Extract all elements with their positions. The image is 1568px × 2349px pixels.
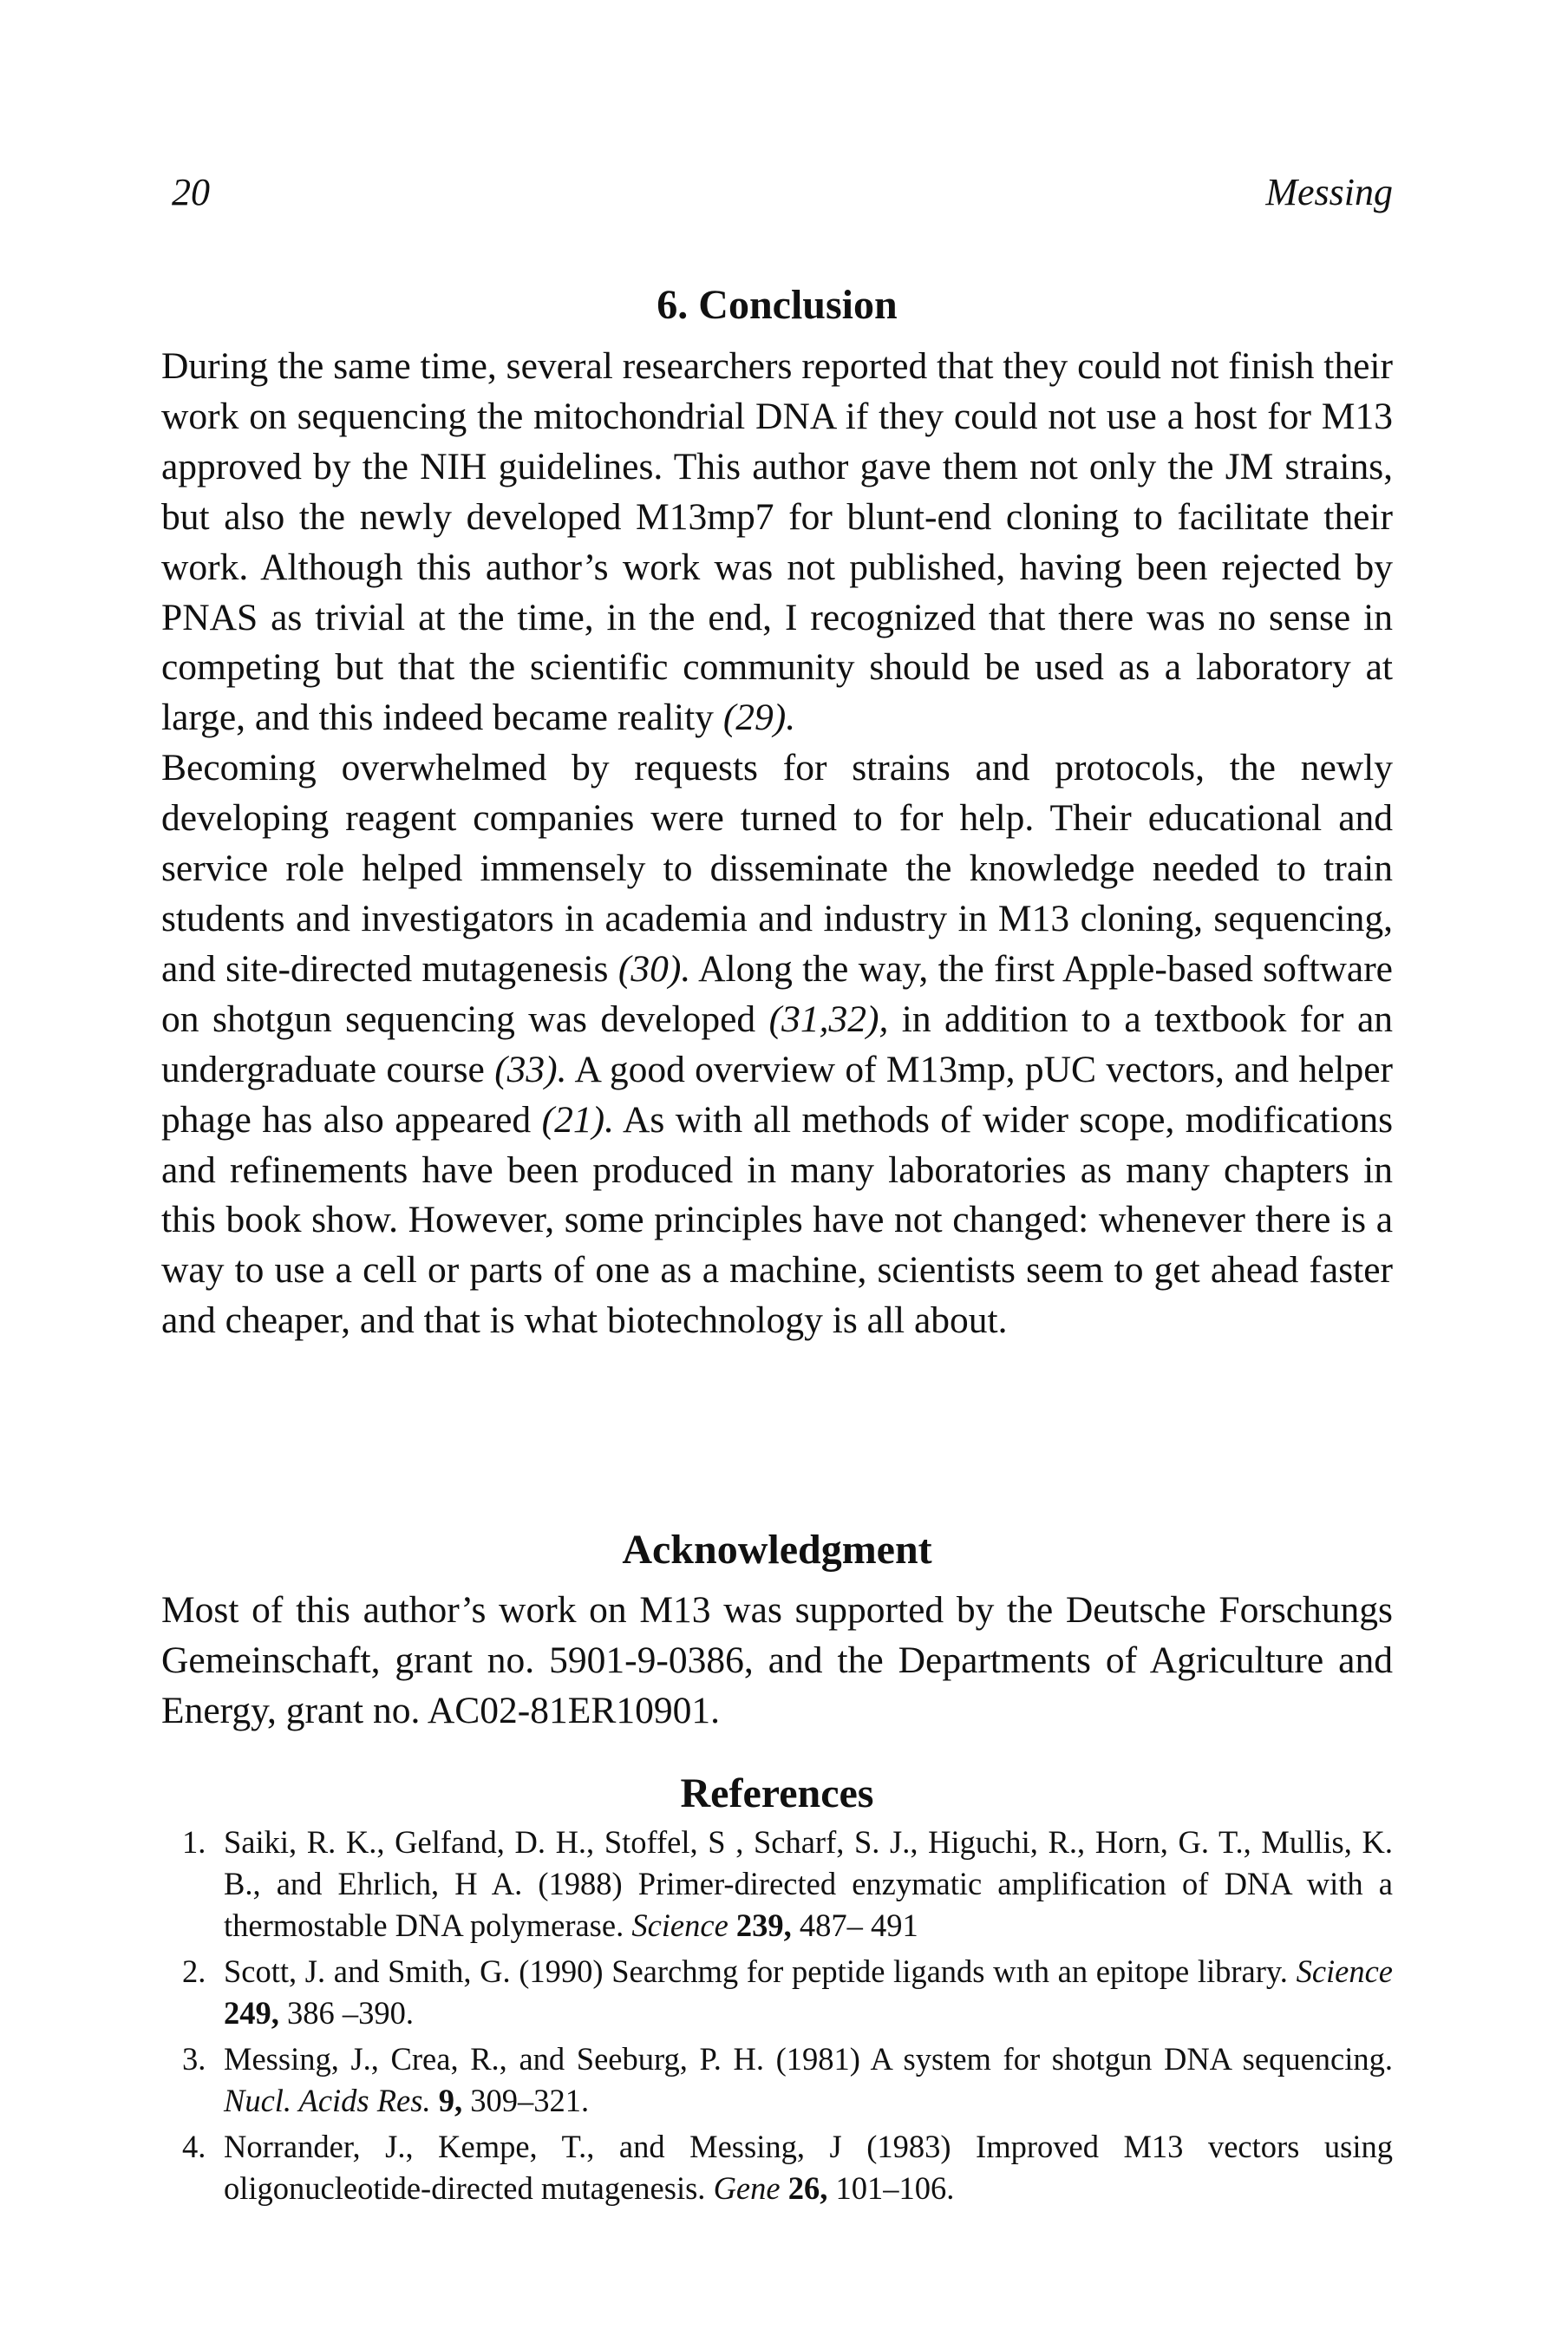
reference-pages: 386 –390. xyxy=(287,1995,414,2031)
running-head: Messing xyxy=(1265,171,1393,213)
reference-pages: 309–321. xyxy=(470,2083,590,2118)
reference-pages: 487– 491 xyxy=(799,1907,918,1943)
paragraph-text: A good overview of M13mp, pUC vectors, and helper phage has also appeared xyxy=(161,1048,1393,1141)
acknowledgment-body xyxy=(161,1586,1393,1737)
reference-item xyxy=(161,2038,1393,2122)
paragraph-text: in addition to a textbook for an undergraduate course xyxy=(161,998,1394,1090)
reference-text: Saiki, R. K., Gelfand, D. H., Stoffel, S , Scharf, S. J., Higuchi, R., Horn, G. T., Mullis, K. B., and Ehrlich, H A. (1988) Primer-directed enzymatic amplification of DNA with a thermostable DNA polymerase. xyxy=(224,1824,1393,1943)
reference-text: Messing, J., Crea, R., and Seeburg, P. H. (1981) A system for shotgun DNA sequencing. xyxy=(224,2041,1393,2077)
reference-journal: Science xyxy=(631,1907,728,1943)
conclusion-paragraph-1 xyxy=(161,342,1393,743)
paragraph-text: Along the way, the first Apple-based software on shotgun sequencing was developed xyxy=(161,947,1393,1040)
reference-volume: 249, xyxy=(224,1995,279,2031)
citation: (31,32), xyxy=(768,998,889,1040)
citation: (21). xyxy=(541,1098,614,1141)
reference-item xyxy=(161,1951,1393,2034)
reference-volume: 239, xyxy=(735,1907,792,1943)
reference-volume: 26, xyxy=(787,2170,828,2206)
reference-journal: Science xyxy=(1296,1953,1394,1989)
reference-text: Norrander, J., Kempe, T., and Messing, J (1983) Improved M13 vectors using oligonucleotide-directed mutagenesis. xyxy=(224,2129,1393,2206)
references-heading: References xyxy=(680,1770,874,1816)
reference-volume: 9, xyxy=(438,2083,463,2118)
paragraph-text: As with all methods of wider scope, modifications and refinements have been produced in many laboratories as many chapters in this book show. However, some principles have not changed: whenever there is a way to use a cell or parts of one as a machine, scientists seem to get ahead faster and cheaper, and that is what biotechnology is all about. xyxy=(161,1098,1393,1342)
page-header xyxy=(161,170,1393,222)
conclusion-paragraph-2 xyxy=(161,743,1393,1346)
reference-number: 4. xyxy=(182,2129,206,2164)
reference-item xyxy=(161,2126,1393,2209)
acknowledgment-heading: Acknowledgment xyxy=(622,1527,932,1573)
reference-number: 3. xyxy=(182,2041,206,2077)
conclusion-body xyxy=(161,342,1393,1346)
paragraph-text: Becoming overwhelmed by requests for strains and protocols, the newly developing reagent companies were turned to for help. Their educational and service role helped immensely to disseminate the knowledge needed to train students and investigators in academia and industry in M13 cloning, sequencing, and site-directed mutagenesis xyxy=(161,747,1393,990)
page-number: 20 xyxy=(172,171,210,213)
reference-number: 2. xyxy=(182,1953,206,1989)
citation: (30). xyxy=(617,947,691,990)
reference-journal: Nucl. Acids Res. xyxy=(224,2083,431,2118)
acknowledgment-text: Most of this author’s work on M13 was supported by the Deutsche Forschungs Gemeinschaft, grant no. 5901-9-0386, and the Departments of Agriculture and Energy, grant no. AC02-81ER10901. xyxy=(161,1589,1393,1731)
reference-list xyxy=(161,1822,1393,2214)
reference-number: 1. xyxy=(182,1824,206,1860)
reference-journal: Gene xyxy=(713,2170,781,2206)
reference-pages: 101–106. xyxy=(835,2170,955,2206)
citation: (29). xyxy=(722,697,796,739)
reference-text: Scott, J. and Smith, G. (1990) Searchmg for peptide ligands wıth an epitope library. xyxy=(224,1953,1288,1989)
paragraph-text: During the same time, several researchers reported that they could not finish their work on sequencing the mitochondrial DNA if they could not use a host for M13 approved by the NIH guidelines. This author gave them not only the JM strains, but also the newly developed M13mp7 for blunt-end cloning to facilitate their work. Although this author’s work was not published, having been rejected by PNAS as trivial at the time, in the end, I recognized that there was no sense in competing but that the scientific community should be used as a laboratory at large, and this indeed became reality xyxy=(161,345,1393,739)
conclusion-heading: 6. Conclusion xyxy=(657,282,898,328)
reference-item xyxy=(161,1822,1393,1947)
citation: (33). xyxy=(494,1048,567,1090)
